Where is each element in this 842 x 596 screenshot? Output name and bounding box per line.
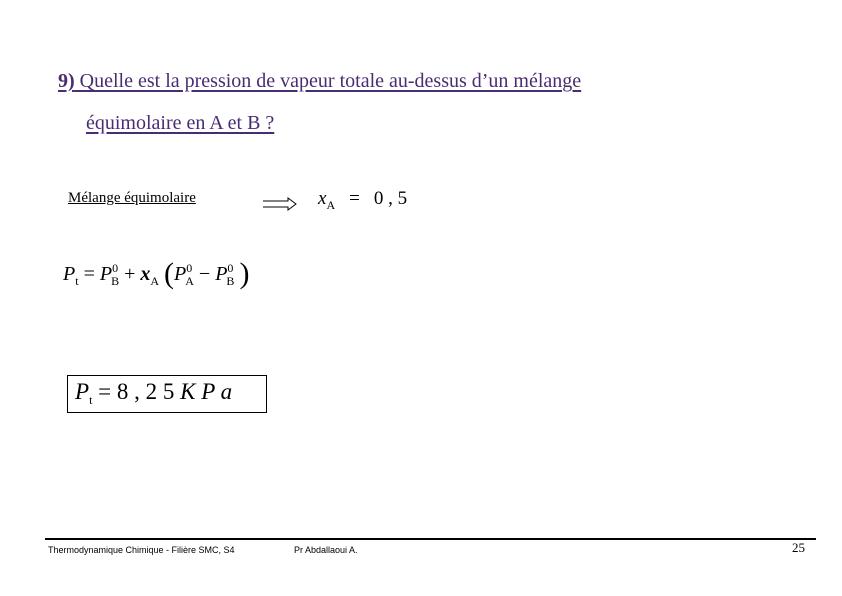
equals-sign: = (349, 188, 360, 209)
question-text-1: Quelle est la pression de vapeur totale au-dessus d’un mélange (74, 70, 582, 92)
result-value: 8 , 2 5 (116, 379, 175, 404)
result-pt-sub: t (89, 393, 93, 407)
formula-pb2-sub: B (226, 274, 235, 288)
result-eq: = (98, 379, 112, 404)
formula-x-sub: A (150, 274, 160, 288)
x-var: x (318, 188, 327, 209)
formula-pa-sup: 0 (186, 261, 193, 275)
formula-plus: + (124, 263, 136, 285)
x-sub: A (326, 198, 336, 212)
question-number: 9) (58, 70, 75, 92)
footer-course: Thermodynamique Chimique - Filière SMC, S4 (48, 545, 235, 555)
formula-pa-sub: A (185, 274, 194, 288)
formula-pt-sub: t (75, 274, 79, 288)
formula-pa: P (174, 263, 187, 285)
result-expression (75, 379, 232, 405)
result-pt: P (75, 379, 90, 404)
equimolar-label: Mélange équimolaire (68, 190, 196, 206)
question-line-2: équimolaire en A et B ? (86, 112, 275, 134)
formula-eq: = (83, 263, 95, 285)
mole-fraction-statement (318, 188, 407, 210)
formula-pb2-sup: 0 (227, 261, 234, 275)
page-number: 25 (792, 540, 805, 555)
formula-pb2: P (215, 263, 228, 285)
formula-minus: − (198, 263, 211, 285)
formula-pt: P (63, 263, 76, 285)
formula-pb-sub: B (111, 274, 120, 288)
result-unit: K P a (180, 379, 233, 404)
formula-lparen: ( (164, 257, 175, 290)
footer-divider (45, 538, 816, 540)
result-box (67, 375, 267, 413)
total-pressure-formula (63, 254, 249, 288)
x-value: 0 , 5 (373, 188, 408, 209)
formula-pb: P (99, 263, 113, 285)
question-line-1 (58, 70, 581, 93)
implies-arrow-icon (262, 197, 298, 211)
formula-rparen: ) (239, 257, 250, 290)
formula-x: x (140, 263, 151, 285)
footer-author: Pr Abdallaoui A. (294, 545, 358, 555)
formula-pb-sup: 0 (112, 261, 119, 275)
